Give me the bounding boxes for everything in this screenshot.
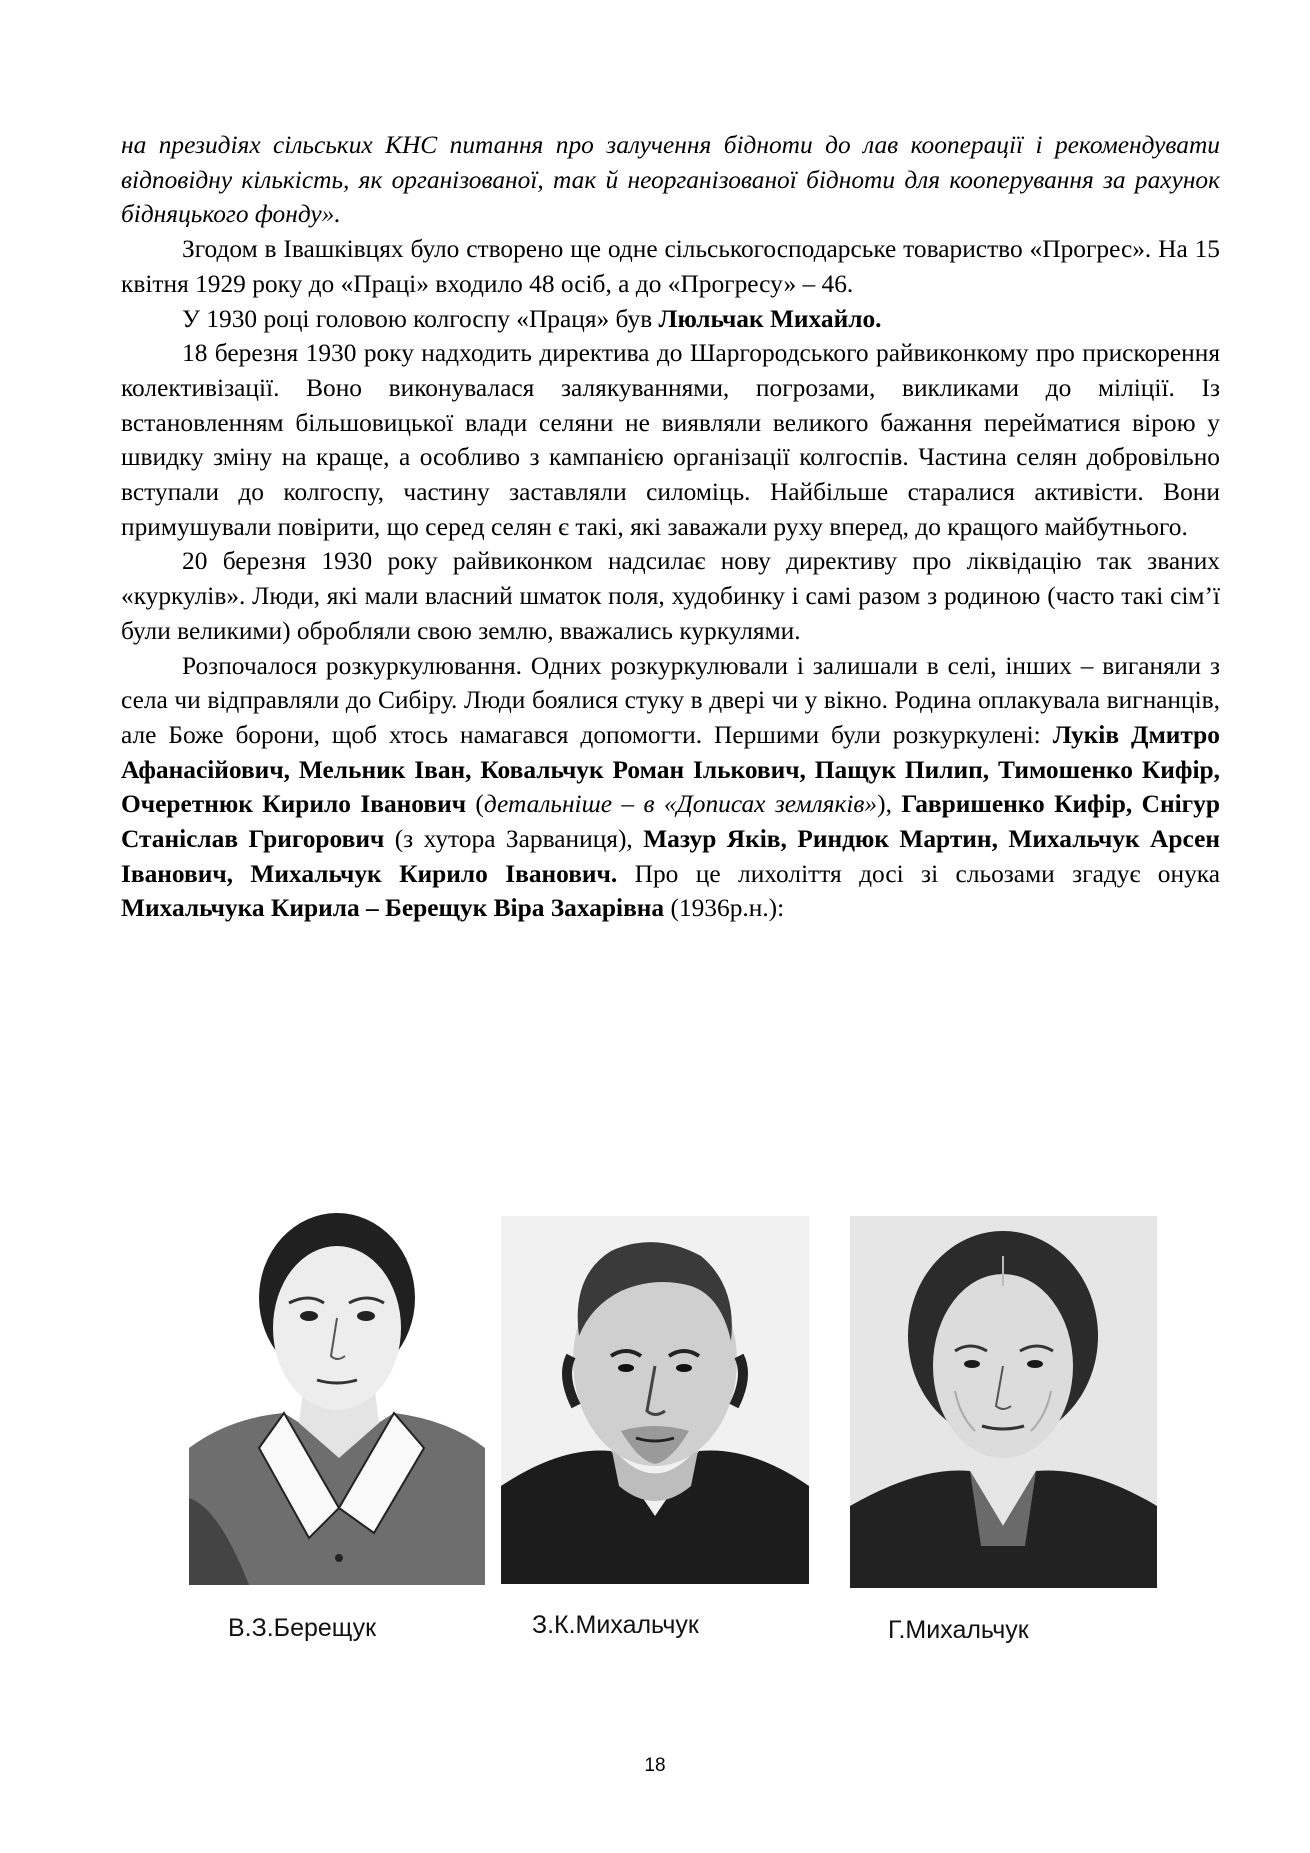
dekulak-text-6: (1936р.н.):: [664, 894, 785, 923]
chairman-name: Люльчак Михайло.: [658, 304, 882, 333]
dekulak-text-4: (з хутора Зарваниця),: [384, 825, 644, 854]
portrait-photo-bereshchuk: [189, 1208, 485, 1585]
photo-caption-3: Г.Михальчук: [888, 1616, 1029, 1644]
paragraph-chairman: [121, 302, 1220, 337]
chairman-text: У 1930 році головою колгоспу «Праця» був: [182, 304, 659, 333]
witness-name: Михальчука Кирила – Берещук Віра Захарівна: [121, 894, 665, 923]
dekulak-names-3: Мазур Яків, Риндюк Мартин, Михальчук Арсен Іванович, Михальчук Кирило Іванович.: [121, 825, 1220, 888]
paragraph-directive-18: 18 березня 1930 року надходить директива до Шаргородського райвиконкому про прискорення колективізації. Воно виконувалася залякуваннями, погрозами, викликами до міліції. Із встановленням більшовицької влади селяни не виявляли великого бажання перейматися вірою у швидку зміну на краще, а особливо з кампанією організації колгоспів. Частина селян добровільно вступали до колгоспу, частину заставляли силоміць. Найбільше старалися активісти. Вони примушували повірити, що серед селян є такі, які заважали руху вперед, до кращого майбутнього.: [121, 339, 1220, 541]
body-text: [121, 128, 1220, 926]
paragraph-quote-end: на президіях сільських КНС питання про залучення бідноти до лав кооперації і рекомендувати відповідну кількість, як організованої, так й неорганізованої бідноти для кооперування за рахунок бідняцького фонду».: [121, 131, 1220, 229]
dekulak-text-3: ),: [877, 790, 902, 819]
paragraph-directive-20: 20 березня 1930 року райвиконком надсилає нову директиву про ліквідацію так званих «куркулів». Люди, які мали власний шматок поля, худобинку і самі разом з родиною (часто такі сім’ї були великими) обробляли свою землю, вважались куркулями.: [121, 547, 1220, 645]
photo-caption-1: В.З.Берещук: [228, 1614, 377, 1642]
dekulak-text-2: (: [466, 790, 484, 819]
dekulak-reference: детальніше – в «Дописах земляків»: [483, 790, 878, 819]
dekulak-text-1: Розпочалося розкуркулювання. Одних розкуркулювали і залишали в селі, інших – виганяли з села чи відправляли до Сибіру. Люди боялися стуку в двері чи у вікно. Родина оплакувала вигнанців, але Боже борони, щоб хтось намагався допомогти. Першими були розкуркулені:: [121, 651, 1220, 749]
paragraph-progres: Згодом в Івашківцях було створено ще одне сільськогосподарське товариство «Прогрес». На 15 квітня 1929 року до «Праці» входило 48 осіб, а до «Прогресу» – 46.: [121, 235, 1220, 298]
page-number: 18: [644, 1755, 666, 1776]
photo-caption-2: З.К.Михальчук: [532, 1611, 699, 1639]
dekulak-text-5: Про це лихоліття досі зі сльозами згадує онука: [617, 859, 1220, 888]
dekulak-names-2: Гавришенко Кифір, Снігур Станіслав Григорович: [121, 790, 1220, 854]
portrait-photo-mykhalchuk-h: [850, 1216, 1157, 1588]
dekulak-names-1: Луків Дмитро Афанасійович, Мельник Іван, Ковальчук Роман Ількович, Пащук Пилип, Тимошенко Кифір, Очеретнюк Кирило Іванович: [121, 720, 1221, 819]
paragraph-dekulakization: [121, 649, 1220, 927]
portrait-photo-mykhalchuk-z: [501, 1216, 809, 1584]
